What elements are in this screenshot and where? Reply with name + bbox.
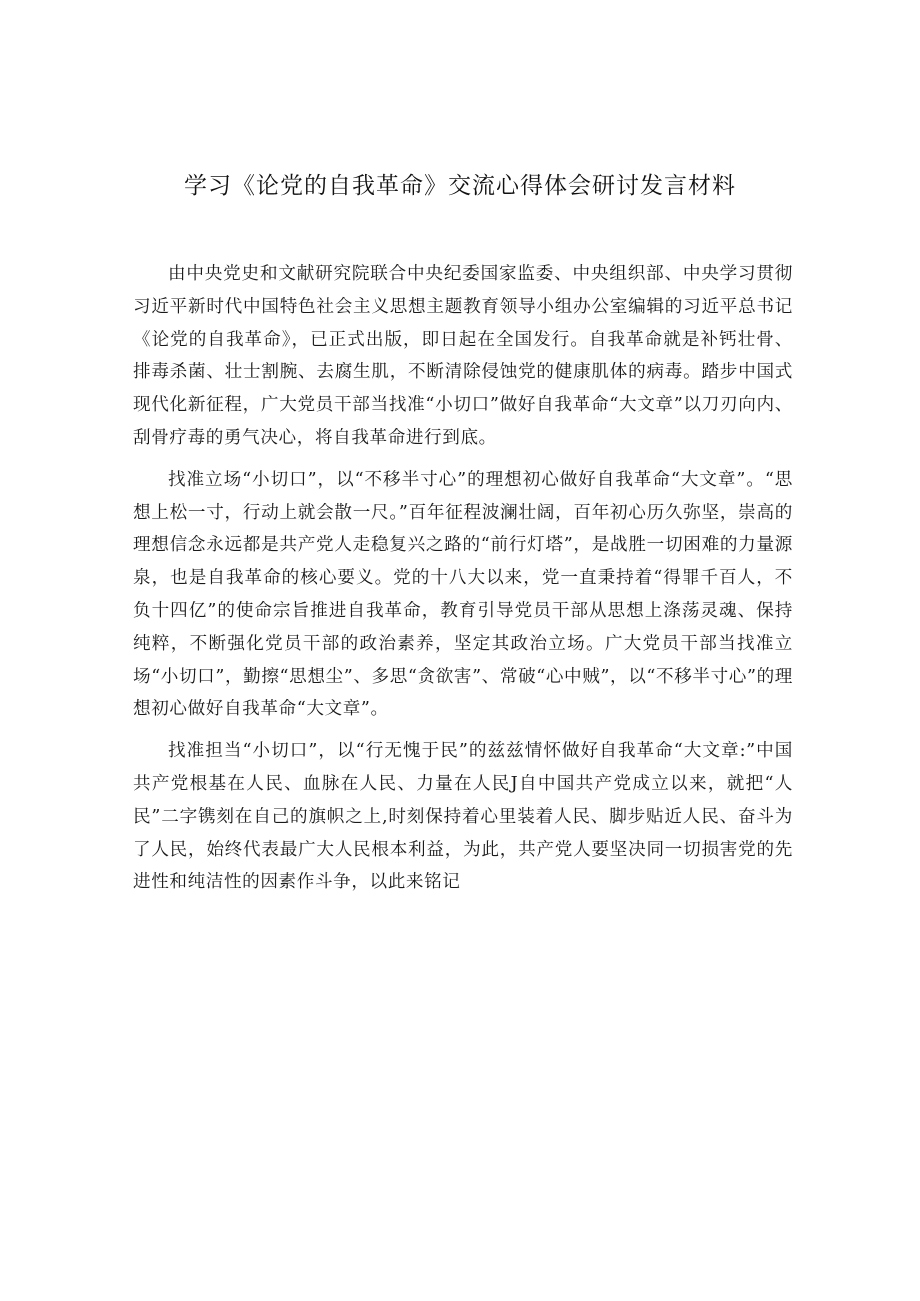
paragraph: 由中央党史和文献研究院联合中央纪委国家监委、中央组织部、中央学习贯彻习近平新时代中国特色社会主义思想主题教育领导小组办公室编辑的习近平总书记《论党的自我革命》，已正式出版，即日起在全国发行。自我革命就是补钙壮骨、排毒杀菌、壮士割腕、去腐生肌，不断清除侵蚀党的健康肌体的病毒。踏步中国式现代化新征程，广大党员干部当找准“小切口”做好自我革命“大文章”以刀刃向内、刮骨疗毒的勇气决心，将自我革命进行到底。 xyxy=(133,264,793,448)
paragraph: 找准立场“小切口”，以“不移半寸心”的理想初心做好自我革命“大文章”。“思想上松一寸，行动上就会散一尺。”百年征程波澜壮阔，百年初心历久弥坚，崇高的理想信念永远都是共产党人走稳复兴之路的“前行灯塔”，是战胜一切困难的力量源泉，也是自我革命的核心要义。党的十八大以来，党一直秉持着“得罪千百人，不负十四亿”的使命宗旨推进自我革命，教育引导党员干部从思想上涤荡灵魂、保持纯粹，不断强化党员干部的政治素养，坚定其政治立场。广大党员干部当找准立场“小切口”，勤擦“思想尘”、多思“贪欲害”、常破“心中贼”，以“不移半寸心”的理想初心做好自我革命“大文章”。 xyxy=(133,469,793,720)
paragraph: 找准担当“小切口”，以“行无愧于民”的兹兹情怀做好自我革命“大文章:”中国共产党根基在人民、血脉在人民、力量在人民J自中国共产党成立以来，就把“人民”二字镌刻在自己的旗帜之上,时刻保持着心里装着人民、脚步贴近人民、奋斗为了人民，始终代表最广大人民根本利益，为此，共产党人要坚决同一切损害党的先进性和纯洁性的因素作斗争，以此来铭记 xyxy=(133,741,793,893)
document-body xyxy=(133,258,793,908)
document-title: 学习《论党的自我革命》交流心得体会研讨发言材料 xyxy=(184,173,736,199)
